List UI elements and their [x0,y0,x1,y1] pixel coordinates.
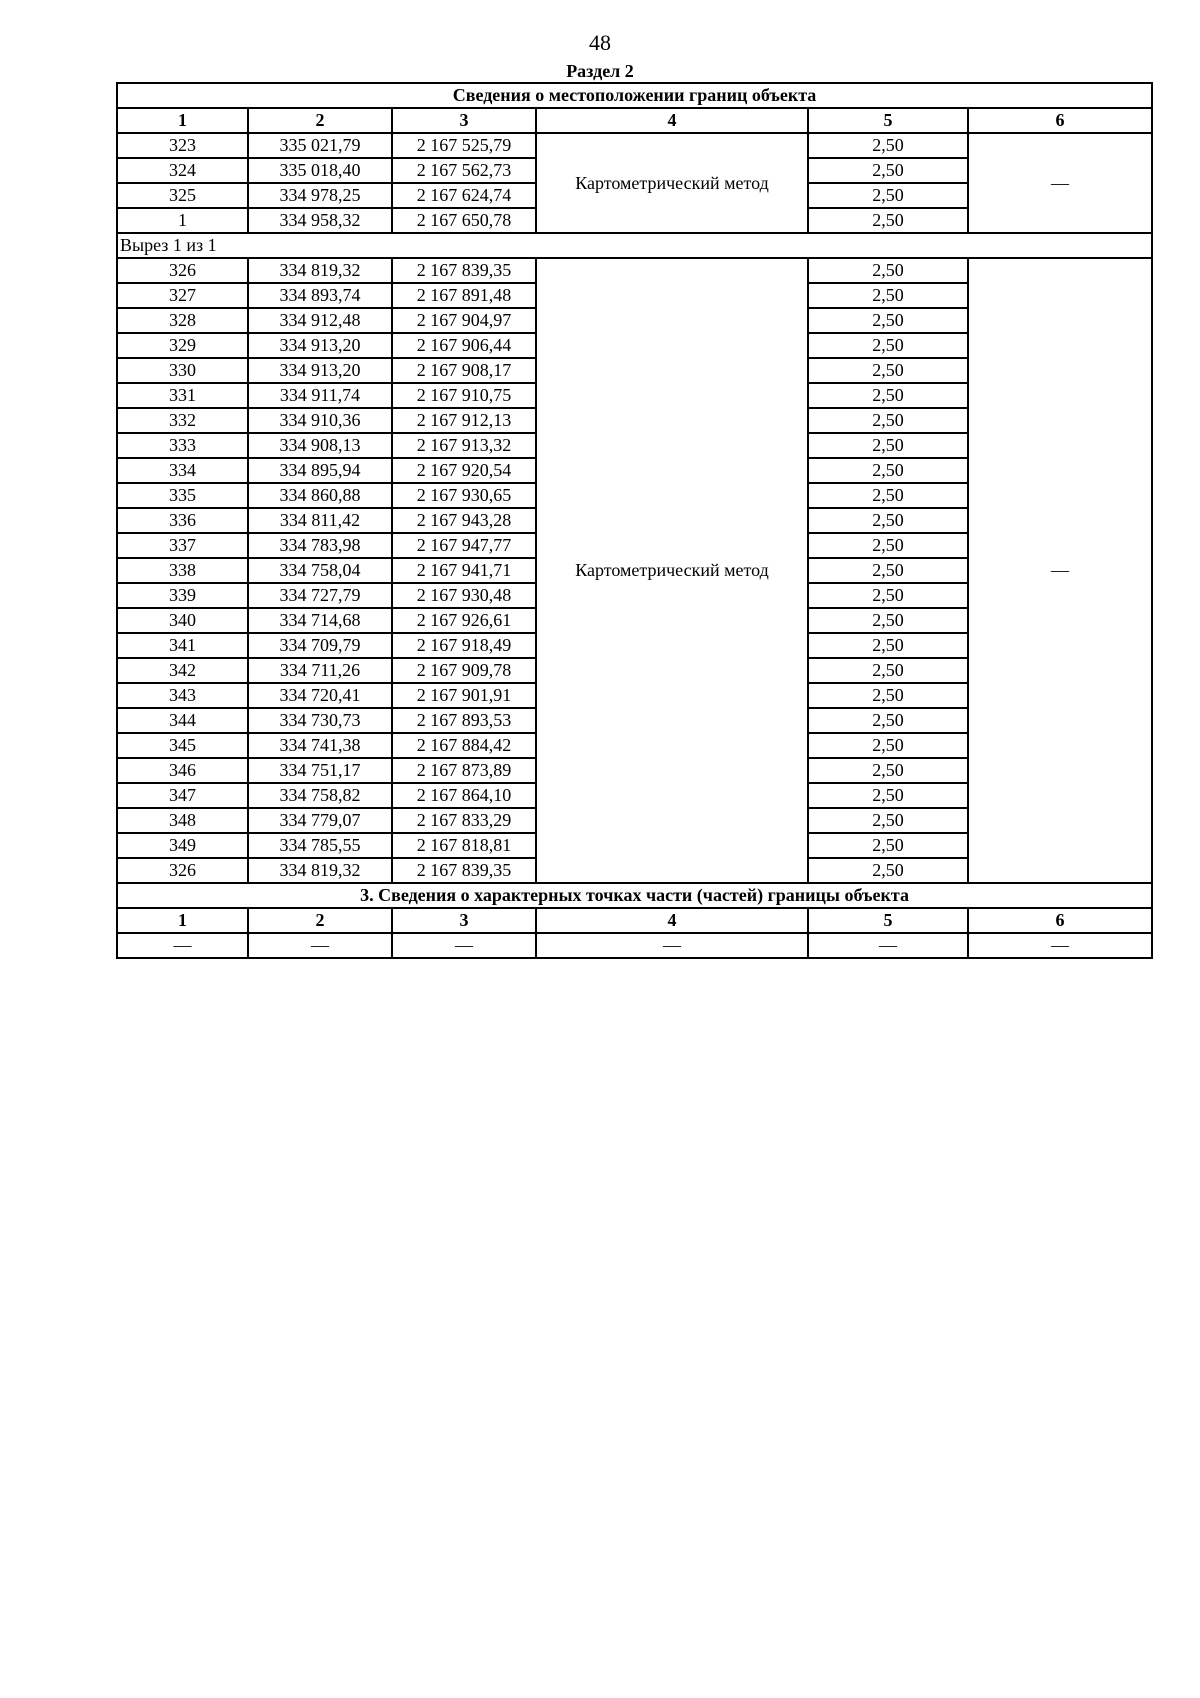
accuracy-cell: 2,50 [808,258,968,283]
table-body [117,83,1152,958]
x-coordinate-cell: 335 021,79 [248,133,392,158]
point-number-cell: 330 [117,358,248,383]
y-coordinate-cell: 2 167 947,77 [392,533,536,558]
header-cell: 4 [536,908,808,933]
accuracy-cell: 2,50 [808,183,968,208]
y-coordinate-cell: 2 167 913,32 [392,433,536,458]
point-number-cell: 343 [117,683,248,708]
dash-cell: — [117,933,248,958]
header-cell: 3 [392,108,536,133]
section3-header-row [117,908,1152,933]
point-number-cell: 326 [117,858,248,883]
y-coordinate-cell: 2 167 901,91 [392,683,536,708]
table-row [117,258,1152,283]
header-cell: 6 [968,908,1152,933]
point-number-cell: 338 [117,558,248,583]
accuracy-cell: 2,50 [808,308,968,333]
boundary-coordinates-table [116,82,1153,959]
accuracy-cell: 2,50 [808,708,968,733]
y-coordinate-cell: 2 167 943,28 [392,508,536,533]
method-cell: Картометрический метод [536,133,808,233]
accuracy-cell: 2,50 [808,583,968,608]
point-number-cell: 335 [117,483,248,508]
accuracy-cell: 2,50 [808,833,968,858]
table-row [117,133,1152,158]
accuracy-cell: 2,50 [808,783,968,808]
x-coordinate-cell: 334 720,41 [248,683,392,708]
description-cell: — [968,258,1152,883]
accuracy-cell: 2,50 [808,158,968,183]
accuracy-cell: 2,50 [808,283,968,308]
point-number-cell: 327 [117,283,248,308]
accuracy-cell: 2,50 [808,483,968,508]
y-coordinate-cell: 2 167 908,17 [392,358,536,383]
accuracy-cell: 2,50 [808,858,968,883]
dash-cell: — [248,933,392,958]
x-coordinate-cell: 334 910,36 [248,408,392,433]
y-coordinate-cell: 2 167 891,48 [392,283,536,308]
header-cell: 6 [968,108,1152,133]
y-coordinate-cell: 2 167 650,78 [392,208,536,233]
point-number-cell: 346 [117,758,248,783]
x-coordinate-cell: 334 730,73 [248,708,392,733]
accuracy-cell: 2,50 [808,208,968,233]
x-coordinate-cell: 334 912,48 [248,308,392,333]
accuracy-cell: 2,50 [808,683,968,708]
dash-cell: — [392,933,536,958]
x-coordinate-cell: 334 978,25 [248,183,392,208]
x-coordinate-cell: 334 819,32 [248,858,392,883]
y-coordinate-cell: 2 167 926,61 [392,608,536,633]
banner-row [117,83,1152,108]
accuracy-cell: 2,50 [808,383,968,408]
accuracy-cell: 2,50 [808,408,968,433]
header-cell: 1 [117,108,248,133]
header-cell: 2 [248,108,392,133]
y-coordinate-cell: 2 167 904,97 [392,308,536,333]
x-coordinate-cell: 334 785,55 [248,833,392,858]
x-coordinate-cell: 334 741,38 [248,733,392,758]
point-number-cell: 326 [117,258,248,283]
point-number-cell: 347 [117,783,248,808]
section3-row [117,933,1152,958]
point-number-cell: 339 [117,583,248,608]
y-coordinate-cell: 2 167 839,35 [392,258,536,283]
y-coordinate-cell: 2 167 873,89 [392,758,536,783]
section3-title-row [117,883,1152,908]
point-number-cell: 1 [117,208,248,233]
point-number-cell: 348 [117,808,248,833]
header-row [117,108,1152,133]
point-number-cell: 345 [117,733,248,758]
y-coordinate-cell: 2 167 884,42 [392,733,536,758]
method-cell: Картометрический метод [536,258,808,883]
accuracy-cell: 2,50 [808,658,968,683]
x-coordinate-cell: 334 751,17 [248,758,392,783]
y-coordinate-cell: 2 167 910,75 [392,383,536,408]
accuracy-cell: 2,50 [808,808,968,833]
y-coordinate-cell: 2 167 893,53 [392,708,536,733]
x-coordinate-cell: 334 908,13 [248,433,392,458]
x-coordinate-cell: 334 958,32 [248,208,392,233]
page-number: 48 [589,30,611,55]
y-coordinate-cell: 2 167 941,71 [392,558,536,583]
point-number-cell: 325 [117,183,248,208]
x-coordinate-cell: 334 913,20 [248,333,392,358]
header-cell: 3 [392,908,536,933]
y-coordinate-cell: 2 167 864,10 [392,783,536,808]
x-coordinate-cell: 334 893,74 [248,283,392,308]
y-coordinate-cell: 2 167 912,13 [392,408,536,433]
table-banner: Сведения о местоположении границ объекта [117,83,1152,108]
accuracy-cell: 2,50 [808,558,968,583]
point-number-cell: 342 [117,658,248,683]
cutout-label: Вырез 1 из 1 [117,233,1152,258]
x-coordinate-cell: 334 895,94 [248,458,392,483]
x-coordinate-cell: 334 811,42 [248,508,392,533]
y-coordinate-cell: 2 167 562,73 [392,158,536,183]
cutout-row [117,233,1152,258]
accuracy-cell: 2,50 [808,358,968,383]
accuracy-cell: 2,50 [808,633,968,658]
point-number-cell: 349 [117,833,248,858]
header-cell: 5 [808,108,968,133]
x-coordinate-cell: 334 819,32 [248,258,392,283]
point-number-cell: 333 [117,433,248,458]
accuracy-cell: 2,50 [808,533,968,558]
x-coordinate-cell: 334 711,26 [248,658,392,683]
x-coordinate-cell: 334 913,20 [248,358,392,383]
y-coordinate-cell: 2 167 918,49 [392,633,536,658]
dash-cell: — [536,933,808,958]
x-coordinate-cell: 334 911,74 [248,383,392,408]
section-title: Раздел 2 [566,61,634,81]
y-coordinate-cell: 2 167 833,29 [392,808,536,833]
dash-cell: — [968,933,1152,958]
point-number-cell: 340 [117,608,248,633]
header-cell: 2 [248,908,392,933]
x-coordinate-cell: 334 783,98 [248,533,392,558]
x-coordinate-cell: 334 758,82 [248,783,392,808]
x-coordinate-cell: 334 714,68 [248,608,392,633]
x-coordinate-cell: 334 758,04 [248,558,392,583]
point-number-cell: 334 [117,458,248,483]
point-number-cell: 336 [117,508,248,533]
x-coordinate-cell: 334 779,07 [248,808,392,833]
y-coordinate-cell: 2 167 930,48 [392,583,536,608]
point-number-cell: 328 [117,308,248,333]
y-coordinate-cell: 2 167 818,81 [392,833,536,858]
dash-cell: — [808,933,968,958]
accuracy-cell: 2,50 [808,608,968,633]
point-number-cell: 331 [117,383,248,408]
accuracy-cell: 2,50 [808,508,968,533]
header-cell: 4 [536,108,808,133]
x-coordinate-cell: 334 709,79 [248,633,392,658]
point-number-cell: 337 [117,533,248,558]
point-number-cell: 341 [117,633,248,658]
point-number-cell: 344 [117,708,248,733]
y-coordinate-cell: 2 167 930,65 [392,483,536,508]
x-coordinate-cell: 334 860,88 [248,483,392,508]
y-coordinate-cell: 2 167 906,44 [392,333,536,358]
accuracy-cell: 2,50 [808,133,968,158]
header-cell: 1 [117,908,248,933]
y-coordinate-cell: 2 167 525,79 [392,133,536,158]
point-number-cell: 332 [117,408,248,433]
point-number-cell: 324 [117,158,248,183]
accuracy-cell: 2,50 [808,333,968,358]
y-coordinate-cell: 2 167 909,78 [392,658,536,683]
y-coordinate-cell: 2 167 839,35 [392,858,536,883]
y-coordinate-cell: 2 167 624,74 [392,183,536,208]
header-cell: 5 [808,908,968,933]
point-number-cell: 329 [117,333,248,358]
accuracy-cell: 2,50 [808,733,968,758]
y-coordinate-cell: 2 167 920,54 [392,458,536,483]
x-coordinate-cell: 334 727,79 [248,583,392,608]
accuracy-cell: 2,50 [808,758,968,783]
x-coordinate-cell: 335 018,40 [248,158,392,183]
accuracy-cell: 2,50 [808,433,968,458]
point-number-cell: 323 [117,133,248,158]
accuracy-cell: 2,50 [808,458,968,483]
section3-title: 3. Сведения о характерных точках части (частей) границы объекта [117,883,1152,908]
description-cell: — [968,133,1152,233]
